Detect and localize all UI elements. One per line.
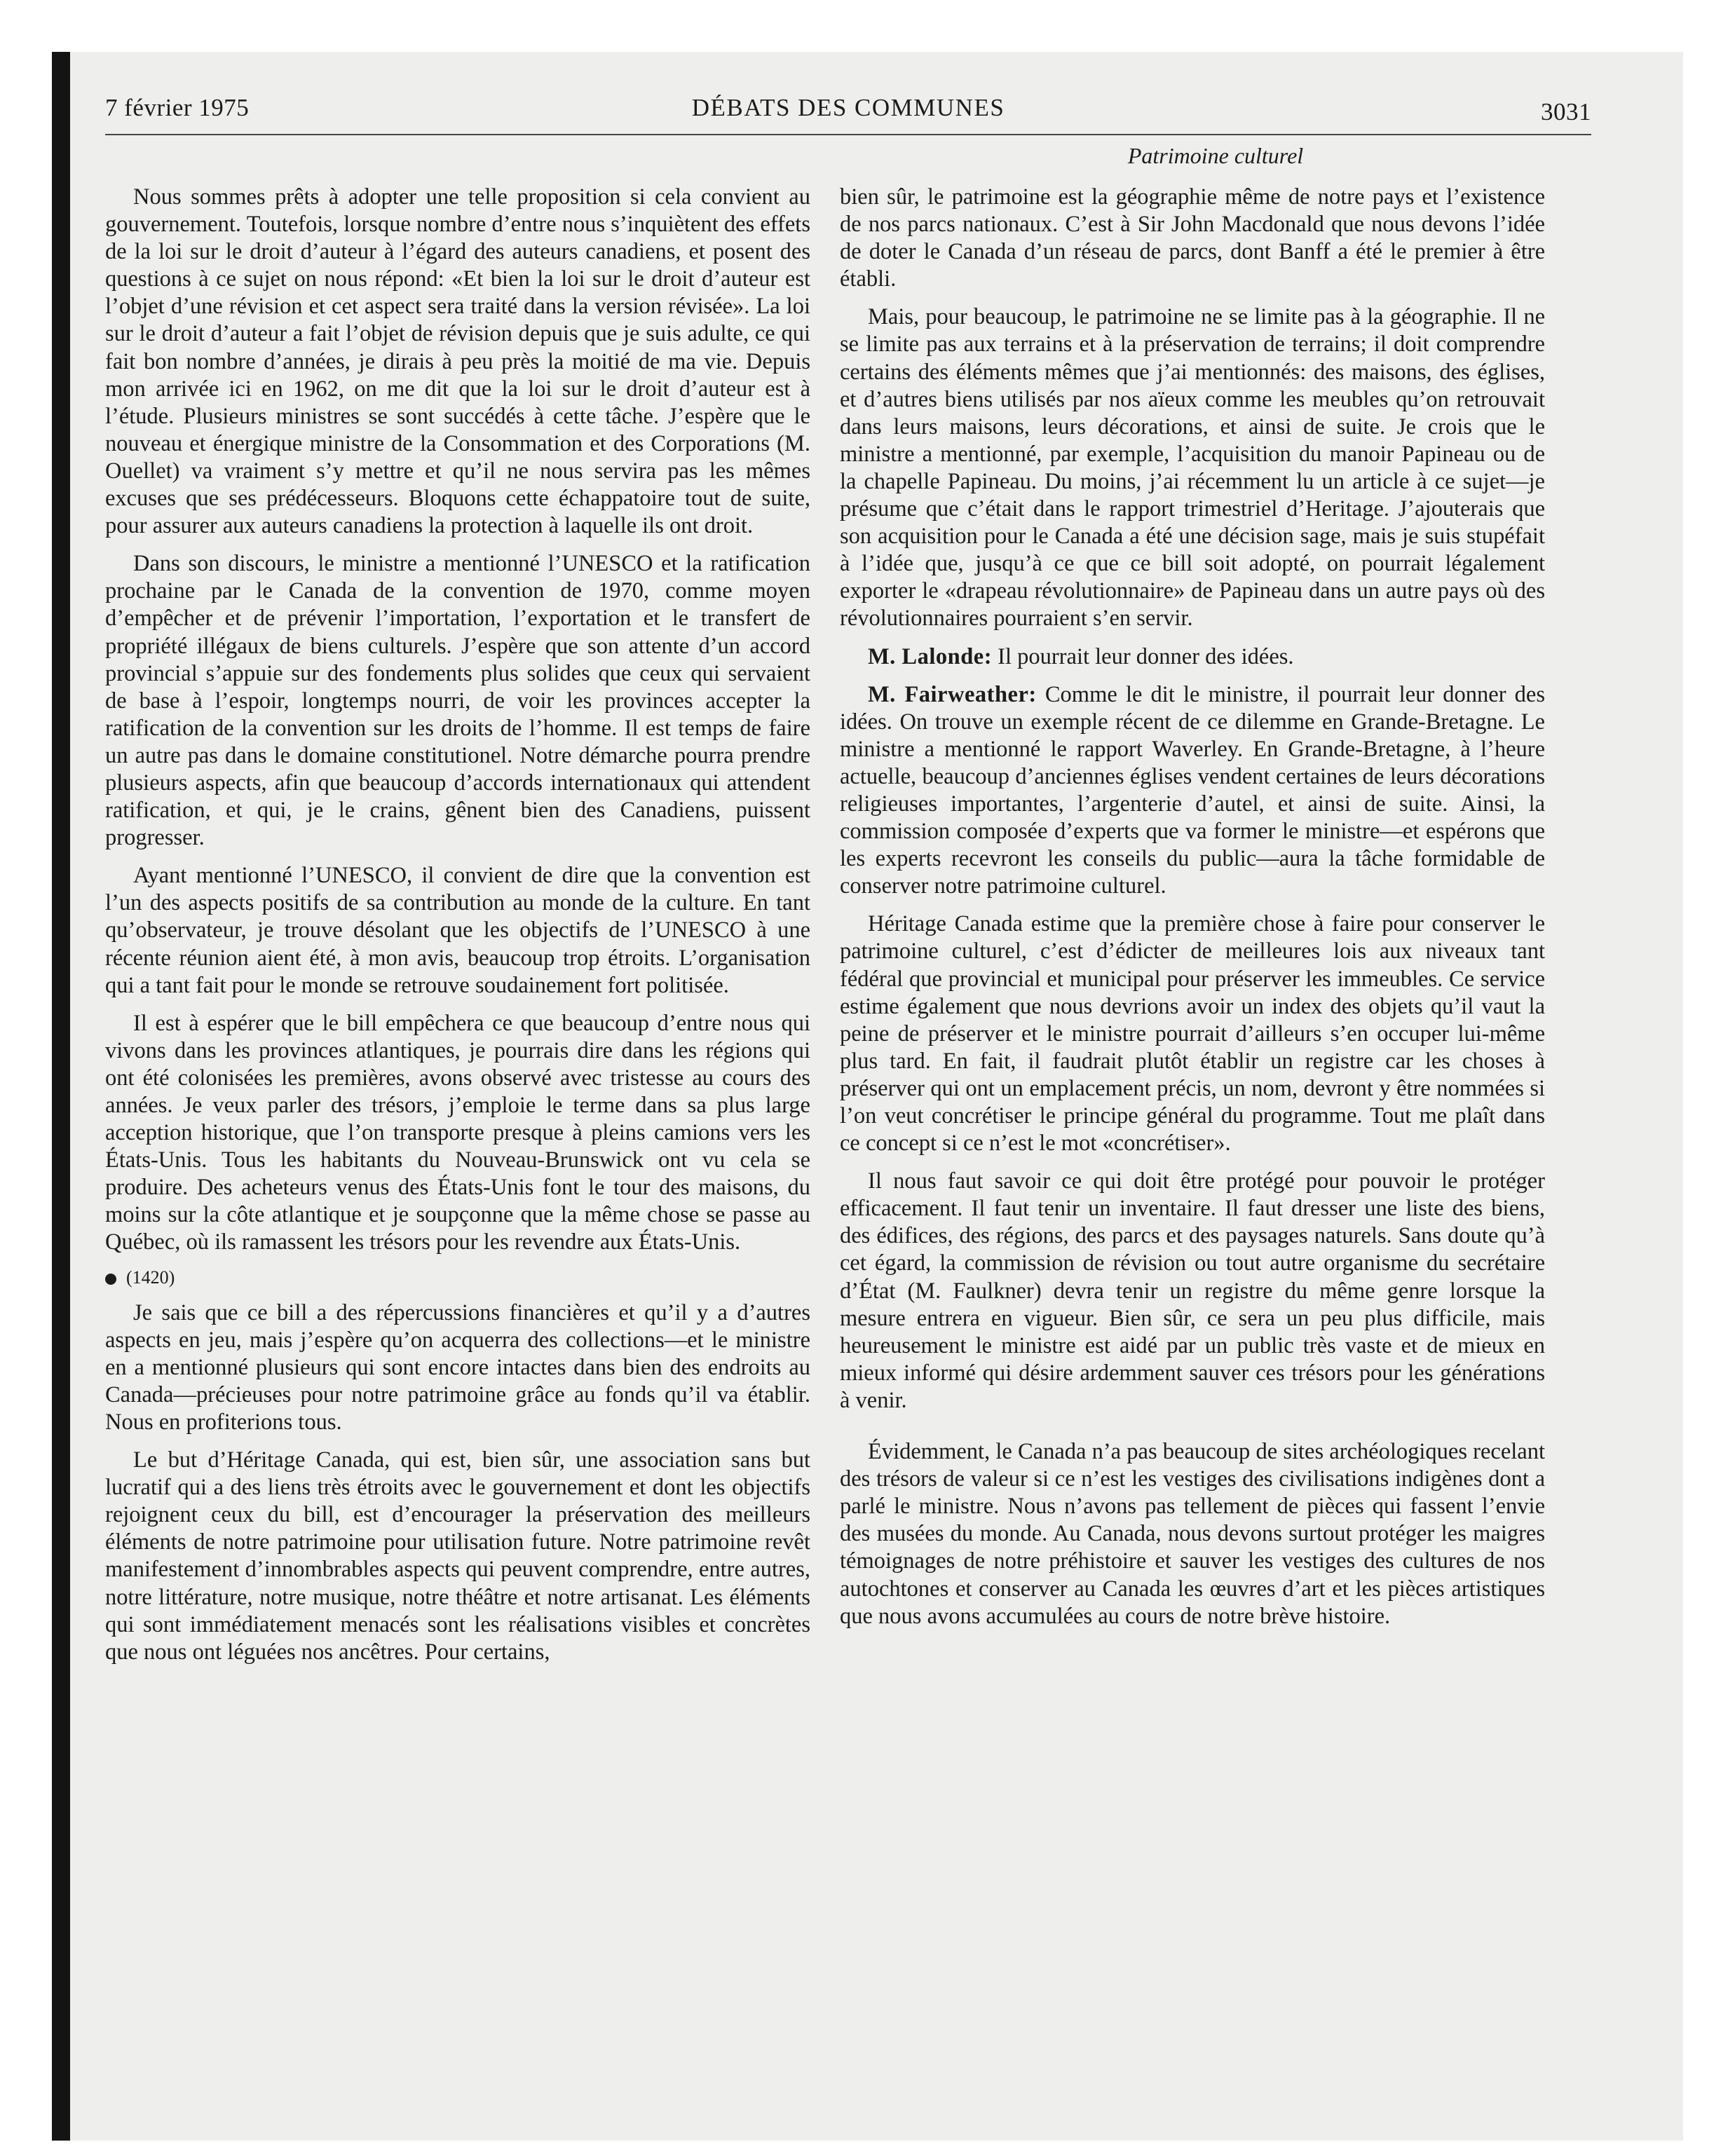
paragraph: Héritage Canada estime que la première chose à faire pour conserver le patrimoine culturel, c’est d’édicter de meilleures lois aux niveaux tant fédéral que provincial et municipal pour préserver les immeubles. Ce service estime également que nous devrions avoir un index des objets qu’il vaut la peine de préserver et le ministre pourrait d’ailleurs s’en occuper lui-même plus tard. En fait, il faudrait plutôt établir un registre car les choses à préserver qui ont un emplacement précis, un nom, devront y être nommées si l’on veut concrétiser le principe général du programme. Tout me plaît dans ce concept si ce n’est le mot «concrétiser».: [840, 911, 1545, 1157]
speech-fairweather: [840, 681, 1545, 901]
paragraph: Il est à espérer que le bill empêchera ce que beaucoup d’entre nous qui vivons dans les provinces atlantiques, je pourrais dire dans les régions qui ont été colonisées les premières, avons observé avec tristesse au cours des années. Je veux parler des trésors, j’emploie le terme dans sa plus large acception historique, que l’on transporte presque à pleins camions vers les États-Unis. Tous les habitants du Nouveau-Brunswick ont vu cela se produire. Des acheteurs venus des États-Unis font le tour des maisons, du moins sur la côte atlantique et je soupçonne que la même chose se passe au Québec, où ils ramassent les trésors pour les revendre aux États-Unis.: [105, 1010, 810, 1255]
page-header: [105, 94, 1591, 130]
speech-lalonde: [840, 643, 1545, 671]
paragraph: Mais, pour beaucoup, le patrimoine ne se limite pas à la géographie. Il ne se limite pas aux terrains et à la préservation de terrains; il doit comprendre certains des éléments mêmes que j’ai mentionnés: des maisons, des églises, et d’autres biens utilisés par nos aïeux comme les meubles qu’on retrouvait dans leurs maisons, leurs décorations, et ainsi de suite. Je crois que le ministre a mentionné, par exemple, l’acquisition du manoir Papineau ou de la chapelle Papineau. Du moins, j’ai récemment lu un article à ce sujet—je présume que c’était dans le rapport trimestriel d’Heritage. J’ajouterais que son acquisition pour le Canada a été une décision sage, mais je suis stupéfait à l’idée que, jusqu’à ce que ce bill soit adopté, on pourrait légalement exporter le «drapeau révolutionnaire» de Papineau dans un autre pays où des révolutionnaires pourraient s’en servir.: [840, 304, 1545, 632]
speech-text: Comme le dit le ministre, il pourrait leur donner des idées. On trouve un exemple récent de ce dilemme en Grande-Bretagne. Le ministre a mentionné le rapport Waverley. En Grande-Bretagne, à l’heure actuelle, beaucoup d’anciennes églises vendent certaines de leurs décorations religieuses importantes, l’argenterie d’autel, et ainsi de suite. Ainsi, la commission composée d’experts que va former le ministre—et espérons que les experts recevront les conseils du public—aura la tâche formidable de conserver notre patrimoine culturel.: [840, 681, 1546, 899]
header-rule: [105, 134, 1591, 135]
time-marker-label: (1420): [126, 1267, 175, 1288]
right-column: [840, 184, 1545, 1641]
page-number: 3031: [1541, 98, 1591, 125]
paragraph: Ayant mentionné l’UNESCO, il convient de dire que la convention est l’un des aspects positifs de sa contribution au monde de la culture. En tant qu’observateur, je trouve désolant que les objectifs de l’UNESCO à une récente réunion aient été, à mon avis, beaucoup trop étroits. L’organisation qui a tant fait pour le monde se retrouve soudainement fort politisée.: [105, 863, 810, 998]
paragraph: Il nous faut savoir ce qui doit être protégé pour pouvoir le protéger efficacement. Il faut tenir un inventaire. Il faut dresser une liste des biens, des édifices, des régions, des parcs et des paysages naturels. Sans doute qu’à cet égard, la commission de révision ou tout autre organisme du secrétaire d’État (M. Faulkner) devra tenir un registre du même genre lorsque la mesure entrera en vigueur. Bien sûr, ce sera un peu plus difficile, mais heureusement le ministre est aidé par un public très vaste et de mieux en mieux informé qui désire ardemment sauver ces trésors pour les générations à venir.: [840, 1168, 1545, 1413]
speaker-name: M. Fairweather:: [868, 681, 1037, 707]
time-marker: [105, 1267, 810, 1288]
speech-text: Il pourrait leur donner des idées.: [992, 643, 1294, 669]
running-head: Patrimoine culturel: [1127, 143, 1304, 168]
bullet-icon: [105, 1274, 116, 1285]
paragraph: Nous sommes prêts à adopter une telle proposition si cela convient au gouvernement. Toutefois, lorsque nombre d’entre nous s’inquiètent des effets de la loi sur le droit d’auteur à l’égard des auteurs canadiens, et posent des questions à ce sujet on nous répond: «Et bien la loi sur le droit d’auteur est l’objet d’une révision et cet aspect sera traité dans la version révisée». La loi sur le droit d’auteur a fait l’objet de révision depuis que je suis adulte, ce qui fait bon nombre d’années, je dirais à peu près la moitié de ma vie. Depuis mon arrivée ici en 1962, on me dit que la loi sur le droit d’auteur est à l’étude. Plusieurs ministres se sont succédés à cette tâche. J’espère que le nouveau et énergique ministre de la Consommation et des Corporations (M. Ouellet) va vraiment s’y mettre et qu’il ne nous servira pas les mêmes excuses que ses prédécesseurs. Bloquons cette échappatoire tout de suite, pour assurer aux auteurs canadiens la protection à laquelle ils ont droit.: [105, 184, 810, 539]
paragraph: Je sais que ce bill a des répercussions financières et qu’il y a d’autres aspects en jeu, mais j’espère qu’on acquerra des collections—et le ministre en a mentionné plusieurs qui sont encore intactes dans bien des endroits au Canada—précieuses pour notre patrimoine grâce au fonds qu’il va établir. Nous en profiterions tous.: [105, 1299, 810, 1435]
paragraph: Le but d’Héritage Canada, qui est, bien sûr, une association sans but lucratif qui a des liens très étroits avec le gouvernement et dont les objectifs rejoignent ceux du bill, est d’encourager la préservation des meilleurs éléments de notre patrimoine pour utilisation future. Notre patrimoine revêt manifestement d’innombrables aspects qui peuvent comprendre, entre autres, notre littérature, notre musique, notre théâtre et notre artisanat. Les éléments qui sont immédiatement menacés sont les réalisations visibles et concrètes que nous ont léguées nos ancêtres. Pour certains,: [105, 1447, 810, 1665]
paragraph: Dans son discours, le ministre a mentionné l’UNESCO et la ratification prochaine par le Canada de la convention de 1970, comme moyen d’empêcher et de prévenir l’importation, l’exportation et le transfert de propriété illégaux de biens culturels. J’espère que son attente d’un accord provincial s’appuie sur des fondements plus solides que ceux qui servaient de base à l’espoir, longtemps nourri, de voir les provinces accepter la ratification de la convention sur les droits de l’homme. Il est temps de faire un autre pas dans le domaine constitutionel. Notre démarche pourra prendre plusieurs aspects, afin que beaucoup d’accords internationaux qui attendent ratification, et qui, je le crains, gênent bien des Canadiens, puissent progresser.: [105, 551, 810, 851]
left-column: [105, 184, 810, 1677]
header-date: 7 février 1975: [105, 94, 250, 121]
paragraph-continued: bien sûr, le patrimoine est la géographie même de notre pays et l’existence de nos parcs nationaux. C’est à Sir John Macdonald que nous devons l’idée de doter le Canada d’un réseau de parcs, dont Banff a été le premier à être établi.: [840, 184, 1545, 292]
header-title: DÉBATS DES COMMUNES: [691, 94, 1005, 121]
paragraph: Évidemment, le Canada n’a pas beaucoup de sites archéologiques recelant des trésors de valeur si ce n’est les vestiges des civilisations indigènes dont a parlé le ministre. Nous n’avons pas tellement de pièces qui fassent l’envie des musées du monde. Au Canada, nous devons surtout protéger les maigres témoignages de notre préhistoire et sauver les vestiges des cultures de nos autochtones et conserver au Canada les œuvres d’art et les pièces artistiques que nous avons accumulées au cours de notre brève histoire.: [840, 1439, 1545, 1629]
speaker-name: M. Lalonde:: [868, 643, 993, 669]
scan-border: [52, 52, 70, 2141]
